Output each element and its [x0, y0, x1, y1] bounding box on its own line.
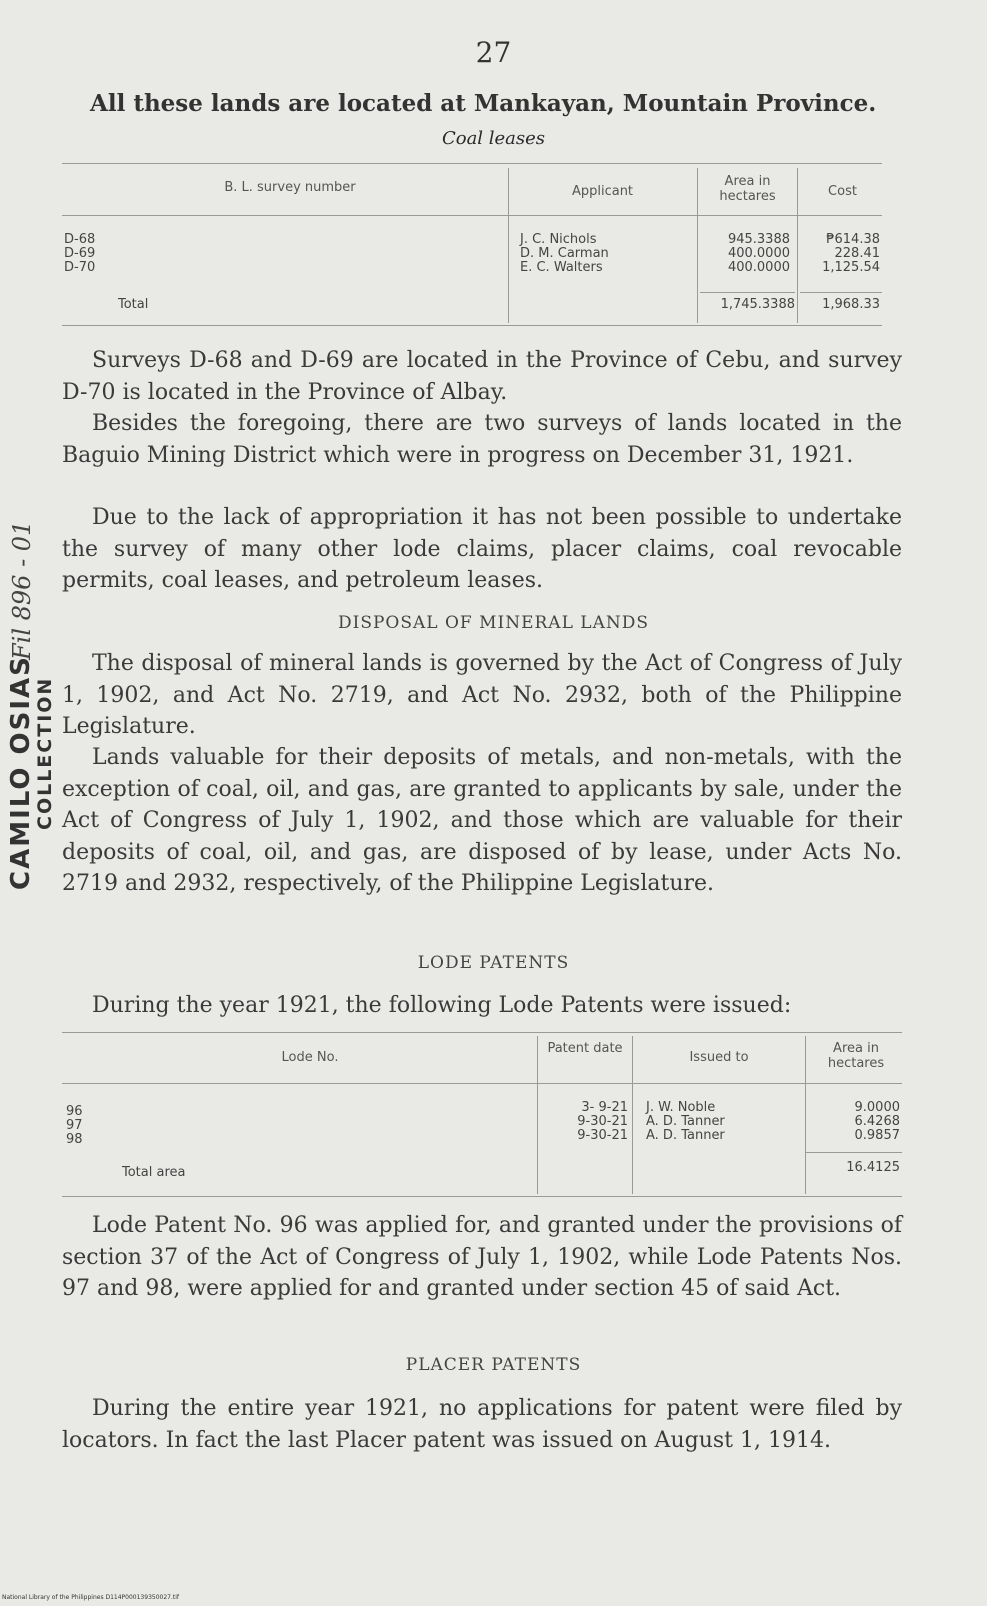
- lode-area-cell: 6.4268: [854, 1114, 900, 1129]
- patent-date-cell: 9-30-21: [577, 1114, 628, 1129]
- header-cost: Cost: [828, 184, 857, 199]
- cost-cell: ₱614.38: [826, 232, 880, 247]
- lode-total-area: 16.4125: [846, 1160, 900, 1175]
- applicant-cell: E. C. Walters: [520, 260, 603, 275]
- area-cell: 945.3388: [727, 232, 790, 247]
- lode-area-cell: 0.9857: [854, 1128, 900, 1143]
- survey-number-cell: D-69: [64, 246, 96, 261]
- collection-stamp-name: CAMILO OSIAS: [6, 655, 36, 890]
- total-cost: 1,968.33: [822, 297, 880, 312]
- header-area-hectares: Area in hectares: [827, 1041, 885, 1071]
- page-number: 27: [475, 36, 512, 69]
- survey-number-cell: D-70: [64, 260, 96, 275]
- issued-to-cell: J. W. Noble: [646, 1100, 716, 1115]
- section-lode-heading: LODE PATENTS: [417, 953, 570, 973]
- header-patent-date: Patent date: [547, 1041, 623, 1056]
- applicant-cell: J. C. Nichols: [520, 232, 597, 247]
- applicant-cell: D. M. Carman: [520, 246, 609, 261]
- area-cell: 400.0000: [727, 260, 790, 275]
- patent-date-cell: 3- 9-21: [581, 1100, 628, 1115]
- survey-number-cell: D-68: [64, 232, 96, 247]
- scan-footer: National Library of the Philippines D114P000139350027.tif: [2, 1594, 180, 1601]
- collection-stamp-label: COLLECTION: [34, 676, 56, 830]
- patent-date-cell: 9-30-21: [577, 1128, 628, 1143]
- paragraph-text: Lode Patent No. 96 was applied for, and granted under the provisions of section 37 of the Act of Congress of July 1, 1902, while Lode Patents Nos. 97 and 98, were applied for and granted under section 45 of said Act.: [62, 1213, 902, 1301]
- issued-to-cell: A. D. Tanner: [646, 1128, 725, 1143]
- header-applicant: Applicant: [571, 184, 634, 199]
- paragraph-lode-patent-96: [62, 1210, 902, 1305]
- header-area: Area in hectares: [719, 174, 776, 204]
- lode-area-column: [808, 1101, 900, 1143]
- section-placer-heading: PLACER PATENTS: [405, 1355, 582, 1375]
- header-issued-to: Issued to: [689, 1050, 749, 1065]
- lode-total-label: Total area: [122, 1165, 186, 1180]
- paragraph-text: During the entire year 1921, no applications for patent were filed by locators. In fact the last Placer patent was issued on August 1, 1914.: [62, 1396, 902, 1453]
- issued-to-cell: A. D. Tanner: [646, 1114, 725, 1129]
- header-lode-no: Lode No.: [281, 1050, 339, 1065]
- paragraph-placer: [62, 1393, 902, 1456]
- issued-to-column: [646, 1101, 725, 1143]
- handwritten-call-number: Fil 896 - 01: [8, 520, 36, 660]
- patent-date-column: [540, 1101, 628, 1143]
- lode-number-cell: 98: [66, 1132, 83, 1147]
- section-disposal-heading: DISPOSAL OF MINERAL LANDS: [337, 613, 649, 633]
- lode-number-column: [66, 1105, 83, 1147]
- cost-cell: 1,125.54: [822, 260, 880, 275]
- area-cell: 400.0000: [727, 246, 790, 261]
- paragraph-text: Due to the lack of appropriation it has not been possible to undertake the survey of many other lode claims, placer claims, coal revocable permits, coal leases, and petroleum leases.: [62, 505, 902, 593]
- lode-number-cell: 96: [66, 1104, 83, 1119]
- header-survey-number: B. L. survey number: [224, 180, 356, 195]
- lode-area-cell: 9.0000: [854, 1100, 900, 1115]
- paragraph-text: Besides the foregoing, there are two surveys of lands located in the Baguio Mining District which were in progress on December 31, 1921.: [62, 411, 902, 468]
- coal-leases-caption: Coal leases: [441, 128, 546, 149]
- page-heading: All these lands are located at Mankayan, Mountain Province.: [90, 90, 877, 117]
- paragraph-text: Lands valuable for their deposits of metals, and non-metals, with the exception of coal, oil, and gas, are granted to applicants by sale, under the Act of Congress of July 1, 1902, and those which are valuable for their deposits of coal, oil, and gas, are disposed of by lease, under Acts No. 2719 and 2932, respectively, of the Philippine Legislature.: [62, 745, 902, 896]
- total-label: Total: [118, 297, 149, 312]
- total-area: 1,745.3388: [720, 297, 795, 312]
- cost-cell: 228.41: [834, 246, 880, 261]
- paragraph-text: During the year 1921, the following Lode Patents were issued:: [92, 993, 792, 1018]
- paragraph-text: The disposal of mineral lands is governed by the Act of Congress of July 1, 1902, and Act No. 2719, and Act No. 2932, both of the Philippine Legislature.: [62, 651, 902, 739]
- paragraph-text: Surveys D-68 and D-69 are located in the Province of Cebu, and survey D-70 is located in the Province of Albay.: [62, 348, 902, 405]
- lode-number-cell: 97: [66, 1118, 83, 1133]
